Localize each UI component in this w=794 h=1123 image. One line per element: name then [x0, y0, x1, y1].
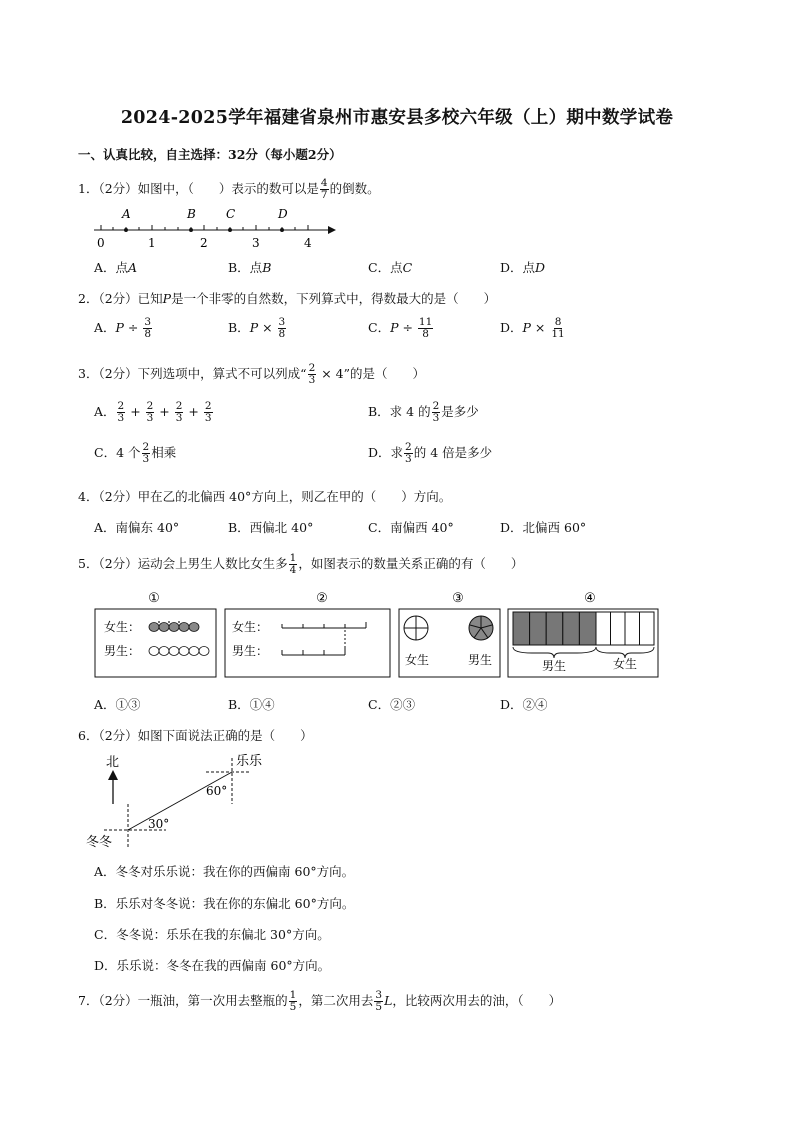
- q2-option-b[interactable]: B．P × $\frac{3}{8}$: [228, 316, 286, 340]
- q2-option-a[interactable]: A．P ÷ $\frac{3}{8}$: [94, 316, 152, 340]
- panel-3-boy-label: 男生: [468, 653, 493, 667]
- panel-4-boy-blocks: [513, 612, 596, 645]
- lele-label: 乐乐: [236, 754, 263, 769]
- fraction: $\frac{4}{7}$: [320, 177, 328, 201]
- panel-3-boy-circle: [469, 616, 493, 640]
- q4-option-c[interactable]: C．南偏西 40°: [368, 520, 454, 535]
- point-label-d: D: [278, 207, 288, 221]
- panel-2-boy-label: 男生：: [232, 644, 269, 658]
- tick-label-2: 2: [200, 236, 208, 250]
- question-4-stem: 4．（2分）甲在乙的北偏西 40°方向上，则乙在甲的（ ）方向。: [78, 489, 452, 504]
- q2-option-c[interactable]: C．P ÷ $\frac{11}{8}$: [368, 316, 433, 340]
- q6-option-c[interactable]: C．冬冬说：乐乐在我的东偏北 30°方向。: [94, 927, 330, 942]
- exam-title: 2024-2025学年福建省泉州市惠安县多校六年级（上）期中数学试卷: [120, 108, 674, 128]
- q6-option-a[interactable]: A．冬冬对乐乐说：我在你的西偏南 60°方向。: [94, 864, 355, 879]
- panel-1-girl-label: 女生：: [104, 620, 141, 634]
- panel-4-boy-brace: [513, 647, 596, 658]
- panel-1-boy-circles: [149, 647, 209, 656]
- point-label-b: B: [187, 207, 196, 221]
- panel-4-girl-label: 女生: [612, 657, 638, 671]
- panel-label-1: ①: [148, 591, 160, 606]
- panel-1-boy-label: 男生：: [104, 644, 141, 658]
- panel-1-girl-circles: [149, 623, 199, 632]
- panel-2-girl-bar: [282, 622, 366, 628]
- point-a: [124, 228, 128, 232]
- q3-option-d[interactable]: D．求 $\frac{2}{3}$ 的 4 倍是多少: [368, 441, 493, 465]
- panel-4-boy-label: 男生: [541, 659, 567, 673]
- q3-option-a[interactable]: A． $\frac{2}{3}$ + $\frac{2}{3}$ + $\frac{2}{3}$ + $\frac{2}{3}$: [94, 400, 212, 424]
- q3-option-c[interactable]: C．4 个 $\frac{2}{3}$ 相乘: [94, 441, 177, 465]
- q1-option-b[interactable]: B．点B: [228, 260, 272, 275]
- panel-1-girl-dots: [158, 621, 180, 623]
- q6-option-d[interactable]: D．乐乐说：冬冬在我的西偏南 60°方向。: [94, 958, 331, 973]
- question-1-stem: 1．（2分）如图中，（ ）表示的数可以是 $\frac{4}{7}$ 的倒数。: [78, 177, 380, 201]
- q4-option-b[interactable]: B．西偏北 40°: [228, 520, 314, 535]
- q5-option-b[interactable]: B．①④: [228, 697, 275, 712]
- angle-30-label: 30°: [148, 817, 170, 831]
- panel-label-3: ③: [452, 591, 464, 606]
- angle-60-label: 60°: [206, 784, 228, 798]
- q5-option-d[interactable]: D．②④: [500, 697, 548, 712]
- panel-3-girl-circle: [404, 616, 428, 640]
- q4-option-d[interactable]: D．北偏西 60°: [500, 520, 587, 535]
- north-arrow-head: [108, 770, 118, 780]
- q2-option-d[interactable]: D．P × $\frac{8}{11}$: [500, 316, 565, 340]
- point-label-c: C: [226, 207, 236, 221]
- q1-option-a[interactable]: A．点A: [94, 260, 138, 275]
- q4-option-a[interactable]: A．南偏东 40°: [94, 520, 180, 535]
- q6-option-b[interactable]: B．乐乐对冬冬说：我在你的东偏北 60°方向。: [94, 896, 355, 911]
- axis-arrow: [328, 226, 336, 234]
- panel-4-girl-blocks: [596, 612, 654, 645]
- connecting-line: [128, 772, 232, 830]
- q5-option-a[interactable]: A．①③: [94, 697, 141, 712]
- panel-3-girl-label: 女生: [405, 653, 430, 667]
- q1-option-c[interactable]: C．点C: [368, 260, 413, 275]
- question-3-stem: 3．（2分）下列选项中，算式不可以列成“ $\frac{2}{3}$ × 4”的是（ ）: [78, 362, 426, 386]
- panel-label-2: ②: [316, 591, 328, 606]
- tick-label-0: 0: [97, 236, 105, 250]
- question-7-stem: 7．（2分）一瓶油，第一次用去整瓶的 $\frac{1}{5}$ ，第二次用去 $\frac{3}{5}$ L，比较两次用去的油，（ ）: [78, 989, 562, 1013]
- dongdong-label: 冬冬: [86, 835, 113, 850]
- q6-direction-figure: [86, 748, 286, 852]
- q3-option-b[interactable]: B．求 4 的 $\frac{2}{3}$ 是多少: [368, 400, 479, 424]
- question-2-stem: 2．（2分）已知P是一个非零的自然数，下列算式中，得数最大的是（ ）: [78, 291, 497, 306]
- section-heading: 一、认真比较，自主选择：32分（每小题2分）: [78, 147, 342, 162]
- point-d: [280, 228, 284, 232]
- panel-2-girl-label: 女生：: [232, 620, 269, 634]
- tick-label-4: 4: [304, 236, 312, 250]
- panel-label-4: ④: [584, 591, 596, 606]
- question-6-stem: 6．（2分）如图下面说法正确的是（ ）: [78, 728, 313, 743]
- point-c: [228, 228, 232, 232]
- tick-label-1: 1: [148, 236, 156, 250]
- tick-marks: [101, 225, 308, 230]
- question-5-stem: 5．（2分）运动会上男生人数比女生多 $\frac{1}{4}$ ，如图表示的数量关系正确的有（ ）: [78, 552, 524, 576]
- point-b: [189, 228, 193, 232]
- q5-option-c[interactable]: C．②③: [368, 697, 416, 712]
- number-line-figure: [88, 204, 338, 252]
- point-label-a: A: [122, 207, 131, 221]
- panel-2-boy-bar: [282, 630, 345, 655]
- north-label: 北: [106, 755, 120, 770]
- q1-option-d[interactable]: D．点D: [500, 260, 546, 275]
- tick-label-3: 3: [252, 236, 260, 250]
- q5-figures: [92, 588, 664, 682]
